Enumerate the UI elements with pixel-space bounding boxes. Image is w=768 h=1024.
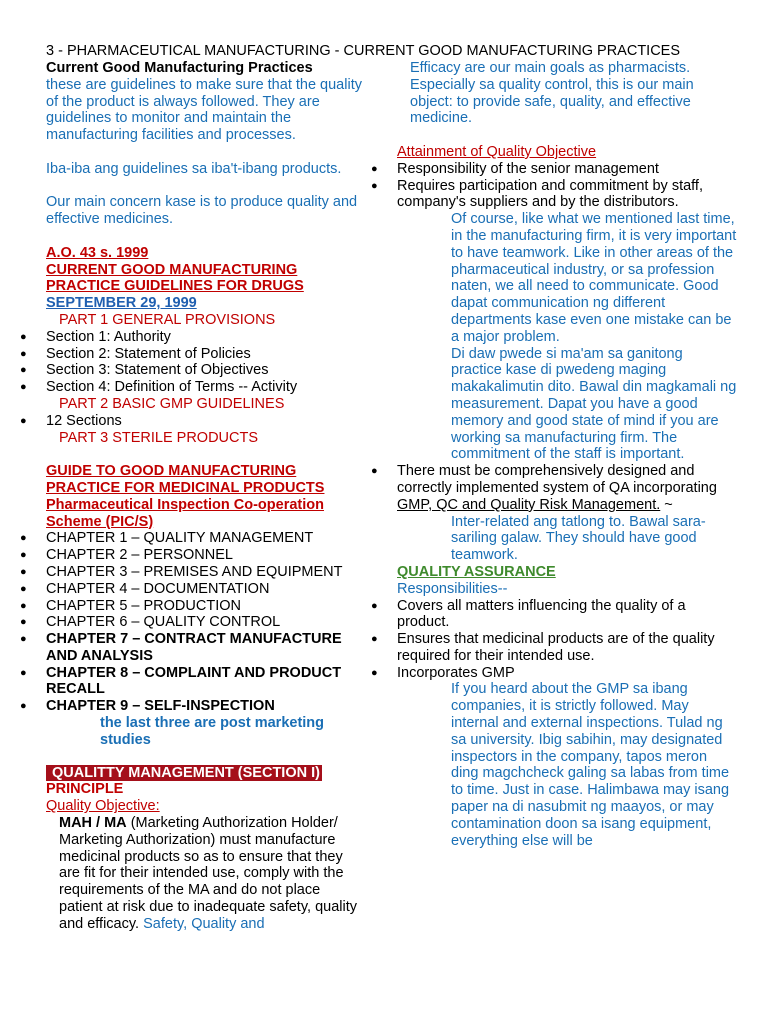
gmp-qc-qrm-text: GMP, QC and Quality Risk Management. [397, 496, 661, 513]
responsibilities-label: Responsibilities-- [397, 580, 508, 597]
part2-section-list [46, 413, 366, 430]
list-item: ● Incorporates GMP [397, 665, 737, 682]
left-column [46, 60, 366, 933]
list-item: ● Section 3: Statement of Objectives [46, 362, 366, 379]
qa-system-list [397, 463, 737, 513]
mah-paragraph [46, 815, 366, 933]
list-item: ● Section 2: Statement of Policies [46, 346, 366, 363]
list-item: ● 12 Sections [46, 413, 366, 430]
cgmp-title: Current Good Manufacturing Practices [46, 60, 313, 76]
qa-responsibility-list [397, 598, 737, 682]
list-item: ● CHAPTER 2 – PERSONNEL [46, 547, 366, 564]
tilde-mark: ~ [660, 496, 673, 513]
chapter-list [46, 530, 366, 715]
quality-management-banner: QUALITTY MANAGEMENT (SECTION I) [46, 765, 322, 782]
list-item: ● Responsibility of the senior management [397, 161, 737, 178]
post-marketing-note: the last three are post marketing studies [100, 715, 325, 748]
list-item: ● CHAPTER 4 – DOCUMENTATION [46, 581, 366, 598]
teamwork-note: Of course, like what we mentioned last time, in the manufacturing firm, it is very important to have teamwork. Like in other areas of the pharmaceutical industry, or sa profession naten, we all need to communicate. Good dapat communication ng different departments kase even one mistake can be a major problem. [451, 211, 737, 345]
ao-title: CURRENT GOOD MANUFACTURING PRACTICE GUIDELINES FOR DRUGS [46, 261, 304, 295]
list-item: ● CHAPTER 7 – CONTRACT MANUFACTURE AND ANALYSIS [46, 631, 366, 665]
part2-heading: PART 2 BASIC GMP GUIDELINES [59, 395, 285, 412]
list-item: ● CHAPTER 8 – COMPLAINT AND PRODUCT RECALL [46, 665, 366, 699]
list-item: ● CHAPTER 9 – SELF-INSPECTION [46, 698, 366, 715]
right-column [397, 60, 737, 849]
list-item: ● Section 4: Definition of Terms -- Activity [46, 379, 366, 396]
list-item: ● CHAPTER 1 – QUALITY MANAGEMENT [46, 530, 366, 547]
mah-text: (Marketing Authorization Holder/ Marketing Authorization) must manufacture medicinal products so as to ensure that they are fit for their intended use, comply with the requirements of the MA and do not place patient at risk due to inadequate safety, quality and efficacy. [59, 815, 357, 932]
list-item: ● Covers all matters influencing the quality of a product. [397, 598, 737, 632]
attainment-list [397, 161, 737, 211]
list-item: ● Ensures that medicinal products are of the quality required for their intended use. [397, 631, 737, 665]
attainment-heading: Attainment of Quality Objective [397, 143, 597, 160]
part3-heading: PART 3 STERILE PRODUCTS [59, 429, 259, 446]
main-concern-note: Our main concern kase is to produce quality and effective medicines. [46, 194, 358, 228]
mah-abbreviation: MAH / MA [59, 815, 127, 832]
memory-note: Di daw pwede si ma'am sa ganitong practice kase di pwedeng maging makakalimutin dito. Bawal din magkamali ng measurement. Dapat you have a good memory and good state of mind if you are working sa manufacturing firm. The commitment of the staff is important. [451, 345, 737, 463]
iba-iba-note: Iba-iba ang guidelines sa iba't-ibang products. [46, 160, 342, 177]
ao-date: SEPTEMBER 29, 1999 [46, 295, 197, 312]
efficacy-note: Efficacy are our main goals as pharmacists. Especially sa quality control, this is our main object: to provide safe, quality, and effective medicine. [410, 60, 694, 127]
principle-heading: PRINCIPLE [46, 781, 124, 798]
list-item [397, 178, 737, 212]
mah-note: Safety, Quality and [143, 915, 265, 932]
guide-title: GUIDE TO GOOD MANUFACTURING PRACTICE FOR MEDICINAL PRODUCTS [46, 463, 325, 496]
quality-objective-heading: Quality Objective: [46, 798, 160, 815]
part1-heading: PART 1 GENERAL PROVISIONS [59, 311, 276, 328]
inter-related-note: Inter-related ang tatlong to. Bawal sara-sariling galaw. They should have good teamwork. [451, 513, 706, 564]
list-item: ● CHAPTER 5 – PRODUCTION [46, 598, 366, 615]
part1-section-list [46, 329, 366, 396]
list-item-text: Requires participation and commitment by staff, company's suppliers and by the distributors. [397, 177, 703, 211]
gmp-inspection-note: If you heard about the GMP sa ibang companies, it is strictly followed. May internal and external inspections. Tulad ng sa university. Ibig sabihin, may designated inspectors in the company, tapos meron ding magchcheck galing sa labas from time to time. Just in case. Halimbawa may isang paper na di nasubmit ng maayos, or may contamination doon sa isang equipment, everything else will be [451, 681, 730, 849]
list-item: ● CHAPTER 3 – PREMISES AND EQUIPMENT [46, 564, 366, 581]
cgmp-description: these are guidelines to make sure that the quality of the product is always followed. They are guidelines to monitor and maintain the manufacturing facilities and processes. [46, 76, 362, 144]
page-header: 3 - PHARMACEUTICAL MANUFACTURING - CURRENT GOOD MANUFACTURING PRACTICES [46, 43, 681, 59]
list-item [397, 463, 737, 513]
list-item: ● CHAPTER 6 – QUALITY CONTROL [46, 614, 366, 631]
list-item-text: There must be comprehensively designed and correctly implemented system of QA incorporating [397, 463, 717, 496]
quality-assurance-heading: QUALITY ASSURANCE [397, 563, 556, 580]
ao-number: A.O. 43 s. 1999 [46, 244, 149, 261]
pics-heading: Pharmaceutical Inspection Co-operation Scheme (PIC/S) [46, 496, 324, 530]
list-item: ● Section 1: Authority [46, 329, 366, 346]
